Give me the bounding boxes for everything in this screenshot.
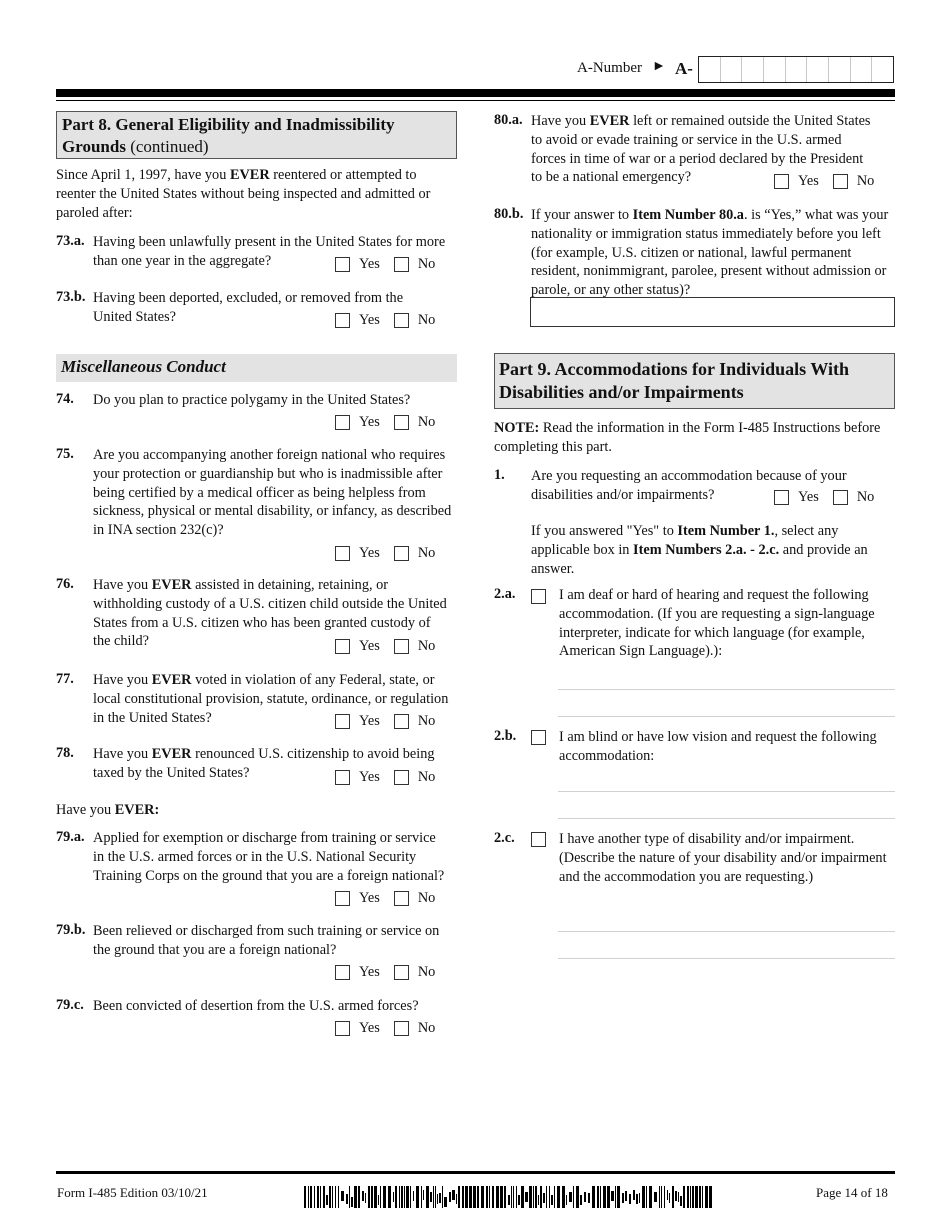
- q78-yes-checkbox[interactable]: [335, 770, 350, 785]
- q2c-answer-line-2[interactable]: [558, 958, 895, 959]
- q79a-yes-checkbox[interactable]: [335, 891, 350, 906]
- page-number: Page 14 of 18: [816, 1185, 888, 1200]
- q73a-number: 73.a.: [56, 233, 85, 249]
- have-you-ever-bold: EVER:: [114, 802, 160, 818]
- no-label: No: [856, 173, 875, 189]
- q2a-number: 2.a.: [494, 586, 516, 602]
- form-edition: Form I-485 Edition 03/10/21: [57, 1185, 208, 1200]
- q79c-yes-checkbox[interactable]: [335, 1021, 350, 1036]
- q79b-yes-checkbox[interactable]: [335, 965, 350, 980]
- no-label: No: [417, 713, 436, 729]
- q74-no-checkbox[interactable]: [394, 415, 409, 430]
- q79a-number: 79.a.: [56, 829, 85, 845]
- q77-text-a: Have you: [93, 672, 152, 688]
- q80a-number: 80.a.: [494, 112, 523, 128]
- q80a-text-a: Have you: [531, 113, 590, 129]
- header-rule: [56, 89, 895, 97]
- q2b-checkbox[interactable]: [531, 730, 546, 745]
- no-label: No: [417, 414, 436, 430]
- yes-label: Yes: [359, 1020, 380, 1036]
- q1-text: Are you requesting an accommodation because of your disabilities and/or impairments?: [531, 468, 847, 503]
- q2c-number: 2.c.: [494, 830, 515, 846]
- yes-label: Yes: [359, 890, 380, 906]
- q1-followup-ref1: Item Number 1.: [677, 523, 775, 539]
- q80a-yes-checkbox[interactable]: [774, 174, 789, 189]
- part9-header: Part 9. Accommodations for Individuals With Disabilities and/or Impairments: [494, 353, 895, 409]
- q80b-answer-input[interactable]: [530, 297, 895, 327]
- part8-title-suffix: (continued): [125, 137, 209, 156]
- q80b-text-a: If your answer to: [531, 207, 633, 223]
- q1-yes-checkbox[interactable]: [774, 490, 789, 505]
- q76-number: 76.: [56, 576, 74, 592]
- have-you-text: Have you: [56, 802, 115, 818]
- q77-ever: EVER: [151, 672, 192, 688]
- q73a-yes-checkbox[interactable]: [335, 257, 350, 272]
- q80b-number: 80.b.: [494, 206, 524, 222]
- q1-followup-c: and provide an answer.: [531, 541, 868, 577]
- q79a-text: Applied for exemption or discharge from training or service in the U.S. armed forces or in the U.S. National Security Training Corps on the ground that you are a foreign national?: [93, 830, 445, 884]
- q80b-text-b: . is “Yes,” what was your nationality or immigration status immediately before you left (for example, U.S. citizen or national, lawful permanent resident, nonimmigrant, parolee, present without admission or parole, or any other status)?: [531, 207, 889, 299]
- q75-text: Are you accompanying another foreign national who requires your protection or guardianship but who is inadmissible after being certified by a medical officer as being helpless from sickness, physical or mental disability, or infancy, as described in INA section 232(c)?: [93, 447, 452, 539]
- q78-no-checkbox[interactable]: [394, 770, 409, 785]
- q79c-text: Been convicted of desertion from the U.S. armed forces?: [93, 998, 419, 1014]
- q77-yes-checkbox[interactable]: [335, 714, 350, 729]
- no-label: No: [417, 256, 436, 272]
- q76-no-checkbox[interactable]: [394, 639, 409, 654]
- q79b-text: Been relieved or discharged from such training or service on the ground that you are a foreign national?: [93, 923, 440, 958]
- q80a-text-b: left or remained outside the United States to avoid or evade training or service in the U.S. armed forces in time of war or a period declared by the President to be a national emergency?: [531, 113, 871, 186]
- no-label: No: [417, 964, 436, 980]
- q73b-no-checkbox[interactable]: [394, 313, 409, 328]
- q79b-no-checkbox[interactable]: [394, 965, 409, 980]
- q78-text-b: renounced U.S. citizenship to avoid being taxed by the United States?: [93, 746, 435, 781]
- q1-followup-ref2: Item Numbers 2.a. - 2.c.: [633, 541, 780, 558]
- arrow-right-icon: ►: [652, 59, 666, 74]
- q73b-options: [335, 312, 435, 329]
- no-label: No: [417, 1020, 436, 1036]
- q78-number: 78.: [56, 745, 74, 761]
- q73b-text: Having been deported, excluded, or removed from the United States?: [93, 290, 404, 325]
- note-text: Read the information in the Form I-485 Instructions before completing this part.: [494, 420, 881, 455]
- q75-number: 75.: [56, 446, 74, 462]
- yes-label: Yes: [798, 489, 819, 505]
- no-label: No: [856, 489, 875, 505]
- q2b-number: 2.b.: [494, 728, 517, 744]
- q75-yes-checkbox[interactable]: [335, 546, 350, 561]
- q80a-options: [774, 173, 874, 190]
- yes-label: Yes: [359, 312, 380, 328]
- q76-options: [335, 638, 435, 655]
- yes-label: Yes: [359, 769, 380, 785]
- q79c-options: [335, 1020, 435, 1037]
- q75-options: [335, 545, 435, 562]
- q80b-ref: Item Number 80.a: [632, 207, 744, 223]
- q73b-number: 73.b.: [56, 289, 86, 305]
- q1-followup: [531, 522, 886, 578]
- q79a-options: [335, 890, 435, 907]
- q73a-text: Having been unlawfully present in the United States for more than one year in the aggregate?: [93, 234, 446, 269]
- q79a-no-checkbox[interactable]: [394, 891, 409, 906]
- q2c-text: I have another type of disability and/or impairment. (Describe the nature of your disability and/or impairment and the accommodation you are requesting.): [559, 831, 887, 885]
- q80b-text: [531, 206, 895, 300]
- yes-label: Yes: [359, 964, 380, 980]
- q73b-yes-checkbox[interactable]: [335, 313, 350, 328]
- q1-followup-b: , select any applicable box in: [531, 523, 839, 558]
- q73a-options: [335, 256, 435, 273]
- no-label: No: [417, 545, 436, 561]
- q2a-text: I am deaf or hard of hearing and request the following accommodation. (If you are requesting a sign-language interpreter, indicate for which language (for example, American Sign Language).):: [559, 587, 875, 660]
- yes-label: Yes: [798, 173, 819, 189]
- yes-label: Yes: [359, 414, 380, 430]
- q78-options: [335, 769, 435, 786]
- q80a-ever: EVER: [589, 113, 630, 129]
- part8-intro: [56, 166, 456, 222]
- part8-header: [56, 111, 457, 159]
- intro-ever: EVER: [229, 167, 270, 183]
- q1-no-checkbox[interactable]: [833, 490, 848, 505]
- q2b-text: I am blind or have low vision and request the following accommodation:: [559, 729, 877, 764]
- misc-conduct-header: Miscellaneous Conduct: [56, 354, 457, 382]
- q76-ever: EVER: [151, 577, 192, 593]
- part9-note: [494, 419, 884, 457]
- q77-no-checkbox[interactable]: [394, 714, 409, 729]
- q1-followup-a: If you answered "Yes" to: [531, 523, 678, 539]
- have-you-ever: [56, 801, 159, 820]
- intro-text-2: reentered or attempted to reenter the United States without being inspected and admitted or paroled after:: [56, 167, 431, 221]
- no-label: No: [417, 638, 436, 654]
- yes-label: Yes: [359, 713, 380, 729]
- q79c-no-checkbox[interactable]: [394, 1021, 409, 1036]
- q78-text-a: Have you: [93, 746, 152, 762]
- a-number-label: A-Number: [577, 60, 642, 76]
- q1-number: 1.: [494, 467, 505, 483]
- q2a-checkbox[interactable]: [531, 589, 546, 604]
- q77-options: [335, 713, 435, 730]
- q74-yes-checkbox[interactable]: [335, 415, 350, 430]
- q74-options: [335, 414, 435, 431]
- q75-no-checkbox[interactable]: [394, 546, 409, 561]
- a-number-input[interactable]: [698, 56, 894, 83]
- q76-text-a: Have you: [93, 577, 152, 593]
- part8-title: Part 8. General Eligibility and Inadmissibility Grounds: [62, 115, 395, 156]
- a-number-prefix: A-: [675, 59, 693, 78]
- q77-number: 77.: [56, 671, 74, 687]
- q77-text-b: voted in violation of any Federal, state, or local constitutional provision, statute, ordinance, or regulation in the United States?: [93, 672, 449, 726]
- q2c-checkbox[interactable]: [531, 832, 546, 847]
- q74-number: 74.: [56, 391, 74, 407]
- footer-rule: [56, 1171, 895, 1174]
- q73a-no-checkbox[interactable]: [394, 257, 409, 272]
- note-label: NOTE:: [494, 420, 540, 436]
- q76-text-b: assisted in detaining, retaining, or withholding custody of a U.S. citizen child outside the United States from a U.S. citizen who has been granted custody of the child?: [93, 577, 447, 650]
- barcode-icon: [304, 1186, 712, 1208]
- q79b-options: [335, 964, 435, 981]
- q2b-answer-line-1[interactable]: [558, 791, 895, 792]
- q74-text: Do you plan to practice polygamy in the United States?: [93, 392, 411, 408]
- q76-yes-checkbox[interactable]: [335, 639, 350, 654]
- no-label: No: [417, 769, 436, 785]
- q79b-number: 79.b.: [56, 922, 86, 938]
- yes-label: Yes: [359, 256, 380, 272]
- q2a-answer-line-2[interactable]: [558, 716, 895, 717]
- no-label: No: [417, 312, 436, 328]
- q2b-answer-line-2[interactable]: [558, 818, 895, 819]
- no-label: No: [417, 890, 436, 906]
- q78-ever: EVER: [151, 746, 192, 762]
- yes-label: Yes: [359, 545, 380, 561]
- q80a-no-checkbox[interactable]: [833, 174, 848, 189]
- q2a-answer-line-1[interactable]: [558, 689, 895, 690]
- q2c-answer-line-1[interactable]: [558, 931, 895, 932]
- yes-label: Yes: [359, 638, 380, 654]
- intro-text: Since April 1, 1997, have you: [56, 167, 230, 183]
- header-rule-thin: [56, 100, 895, 101]
- q79c-number: 79.c.: [56, 997, 84, 1013]
- q1-options: [774, 489, 874, 506]
